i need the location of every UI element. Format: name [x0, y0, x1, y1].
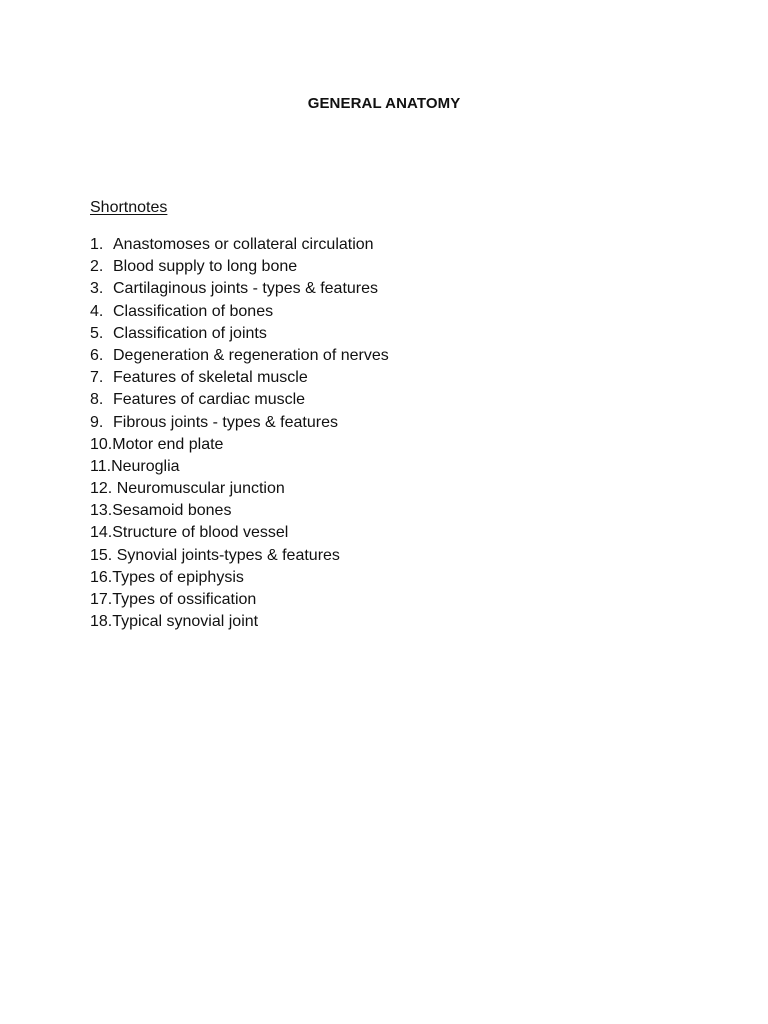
list-item-number: 6. [90, 346, 104, 364]
list-item-text: Blood supply to long bone [113, 258, 298, 276]
list-item [90, 234, 389, 256]
list-item [90, 545, 389, 567]
list-item [90, 434, 389, 456]
list-item-number: 15. [90, 546, 113, 564]
list-item-text: Types of ossification [112, 591, 257, 608]
list-item [90, 323, 389, 345]
list-item-number: 5. [90, 324, 104, 342]
list-item-number: 13. [90, 502, 113, 520]
page-title: GENERAL ANATOMY [307, 95, 461, 112]
list-item-number: 7. [90, 369, 104, 387]
list-item-number: 9. [90, 413, 104, 431]
list-item-number: 16. [90, 568, 113, 586]
list-item-number: 18. [90, 613, 113, 631]
list-item [90, 256, 389, 278]
list-item [90, 589, 389, 611]
list-item-number: 8. [90, 391, 104, 409]
list-item [90, 567, 389, 589]
list-item-number: 2. [90, 258, 104, 276]
list-item-text: Neuroglia [111, 457, 180, 475]
list-item [90, 456, 389, 478]
list-item [90, 301, 389, 323]
list-item [90, 522, 389, 544]
list-item-text: Anastomoses or collateral circulation [113, 236, 374, 253]
list-item-number: 17. [90, 591, 113, 608]
list-item-text: Classification of bones [113, 302, 274, 320]
list-item-text: Features of cardiac muscle [113, 391, 306, 409]
list-item-text: Classification of joints [113, 324, 267, 342]
list-item-text: Sesamoid bones [112, 502, 232, 520]
list-item-number: 10. [90, 435, 113, 453]
list-item [90, 412, 389, 434]
list-item-text: Features of skeletal muscle [113, 369, 308, 387]
list-item-text: Fibrous joints - types & features [113, 413, 338, 431]
list-item-text: Types of epiphysis [112, 568, 244, 586]
section-heading: Shortnotes [90, 199, 168, 216]
list-item-text: Typical synovial joint [112, 613, 259, 631]
list-item-number: 3. [90, 280, 104, 298]
list-item-text: Degeneration & regeneration of nerves [113, 346, 389, 364]
list-item [90, 611, 389, 633]
list-item-number: 1. [90, 236, 104, 253]
list-item [90, 278, 389, 300]
list-item [90, 500, 389, 522]
list-item-text: Neuromuscular junction [112, 480, 285, 498]
list-item-number: 14. [90, 524, 113, 542]
list-item [90, 389, 389, 411]
list-item [90, 367, 389, 389]
list-item-number: 4. [90, 302, 104, 320]
list-item-text: Synovial joints-types & features [112, 546, 340, 564]
list-item [90, 345, 389, 367]
list-item-number: 12. [90, 480, 113, 498]
shortnotes-list [90, 234, 389, 633]
list-item [90, 478, 389, 500]
list-item-text: Structure of blood vessel [112, 524, 289, 542]
list-item-number: 11. [90, 457, 112, 475]
list-item-text: Cartilaginous joints - types & features [113, 280, 379, 298]
list-item-text: Motor end plate [112, 435, 224, 453]
